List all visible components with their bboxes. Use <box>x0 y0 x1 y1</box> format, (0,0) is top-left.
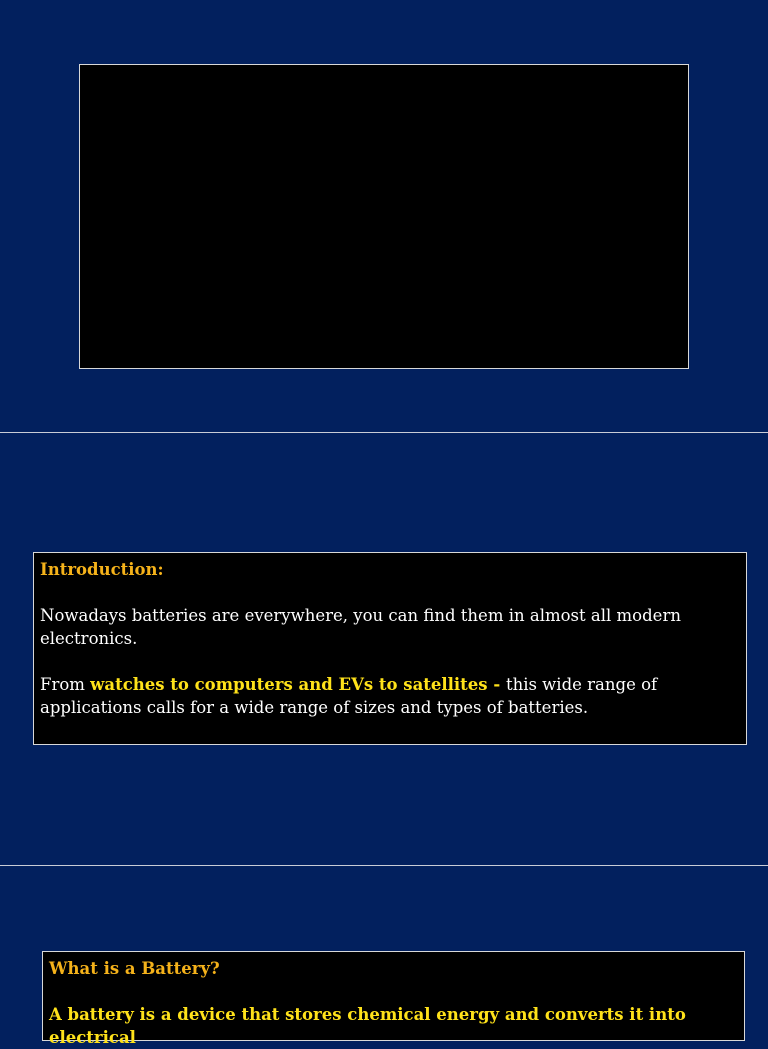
slide-3 <box>0 866 768 1047</box>
introduction-box <box>33 552 747 745</box>
video-placeholder[interactable] <box>79 64 689 369</box>
paragraph-2-suffix: this wide range of applications calls for a wide range of sizes and types of batteries. <box>40 675 658 717</box>
introduction-paragraph-1: Nowadays batteries are everywhere, you can find them in almost all modern electronics. <box>40 606 681 648</box>
slide-2 <box>0 433 768 865</box>
battery-definition: A battery is a device that stores chemical energy and converts it into electrical <box>49 1005 686 1047</box>
introduction-heading: Introduction: <box>40 560 164 579</box>
battery-definition-box <box>42 951 745 1047</box>
battery-heading: What is a Battery? <box>49 959 220 978</box>
paragraph-2-highlight: watches to computers and EVs to satellites - <box>90 675 506 694</box>
slide-1 <box>0 0 768 432</box>
introduction-paragraph-2 <box>40 673 740 719</box>
paragraph-2-prefix: From <box>40 675 91 694</box>
